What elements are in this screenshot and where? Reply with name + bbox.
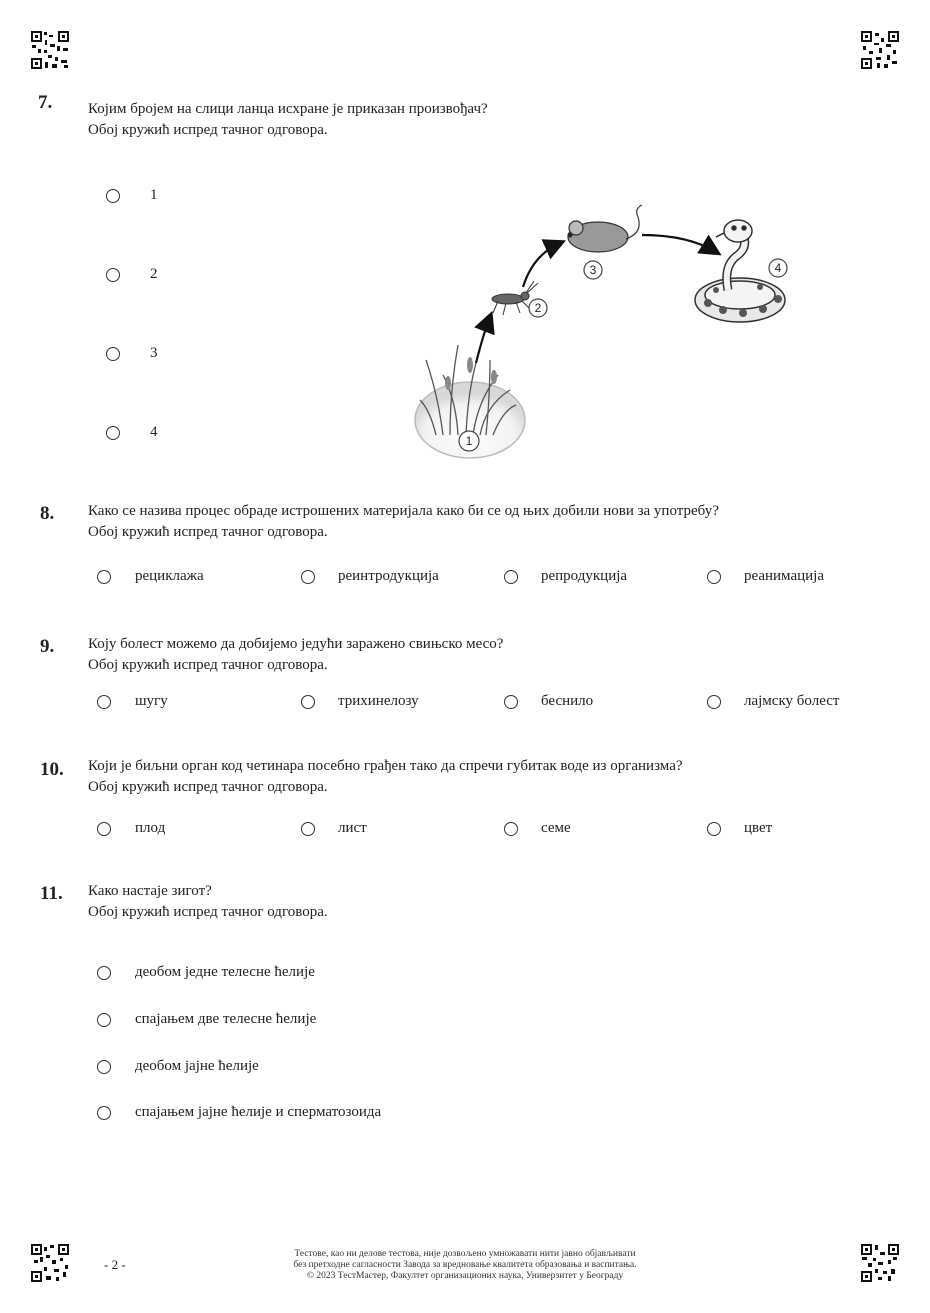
- q11-option-1-radio[interactable]: [97, 966, 111, 980]
- question-8-number: 8.: [40, 503, 55, 524]
- q8-option-1-label: рециклажа: [135, 568, 204, 584]
- question-7-text: Којим бројем на слици ланца исхране је приказан произвођач?: [88, 101, 488, 117]
- q7-option-2-radio[interactable]: [106, 268, 120, 282]
- q9-option-2-radio[interactable]: [301, 695, 315, 709]
- q8-option-4-radio[interactable]: [707, 570, 721, 584]
- figure-label-4: 4: [774, 261, 782, 275]
- question-11-number: 11.: [40, 883, 63, 904]
- q9-option-4-radio[interactable]: [707, 695, 721, 709]
- question-9-instruction: Обој кружић испред тачног одговора.: [88, 657, 328, 673]
- qr-code-bottom-left: [30, 1243, 70, 1283]
- question-7-instruction: Обој кружић испред тачног одговора.: [88, 122, 328, 138]
- q11-option-4-radio[interactable]: [97, 1106, 111, 1120]
- figure-label-1: 1: [465, 434, 473, 448]
- question-10-text: Који је биљни орган код четинара посебно грађен тако да спречи губитак воде из организма?: [88, 758, 683, 774]
- q11-option-3-label: деобом јајне ћелије: [135, 1058, 259, 1074]
- question-10-number: 10.: [40, 759, 64, 780]
- q8-option-3-radio[interactable]: [504, 570, 518, 584]
- q8-option-1-radio[interactable]: [97, 570, 111, 584]
- q11-option-2-label: спајањем две телесне ћелије: [135, 1011, 317, 1027]
- q7-option-1-radio[interactable]: [106, 189, 120, 203]
- q9-option-3-radio[interactable]: [504, 695, 518, 709]
- food-chain-figure: [398, 195, 818, 470]
- copyright-line-3: © 2023 ТестМастер, Факултет организационих наука, Универзитет у Београду: [306, 1271, 624, 1281]
- qr-code-top-right: [860, 30, 900, 70]
- q10-option-4-label: цвет: [744, 820, 773, 836]
- copyright-line-1: Тестове, као ни делове тестова, није дозвољено умножавати нити јавно објављивати: [294, 1249, 636, 1259]
- q7-option-1-label: 1: [150, 187, 158, 203]
- question-11-instruction: Обој кружић испред тачног одговора.: [88, 904, 328, 920]
- question-8-instruction: Обој кружић испред тачног одговора.: [88, 524, 328, 540]
- mouse-illustration: [568, 205, 642, 252]
- q11-option-2-radio[interactable]: [97, 1013, 111, 1027]
- question-7-number: 7.: [38, 92, 53, 113]
- q11-option-1-label: деобом једне телесне ћелије: [135, 964, 315, 980]
- q11-option-3-radio[interactable]: [97, 1060, 111, 1074]
- q8-option-3-label: репродукција: [541, 568, 628, 584]
- q7-option-3-radio[interactable]: [106, 347, 120, 361]
- q10-option-2-radio[interactable]: [301, 822, 315, 836]
- q9-option-1-radio[interactable]: [97, 695, 111, 709]
- q7-option-2-label: 2: [150, 266, 158, 282]
- question-11-text: Како настаје зигот?: [88, 883, 212, 899]
- q10-option-2-label: лист: [338, 820, 367, 836]
- q10-option-3-label: семе: [541, 820, 571, 836]
- question-9-text: Коју болест можемо да добијемо једући заражено свињско месо?: [88, 636, 504, 652]
- question-9-number: 9.: [40, 636, 55, 657]
- figure-label-3: 3: [589, 263, 597, 277]
- q8-option-2-label: реинтродукција: [338, 568, 439, 584]
- qr-code-bottom-right: [860, 1243, 900, 1283]
- question-8-text: Како се назива процес обраде истрошених материјала како би се од њих добили нови за употребу?: [88, 503, 719, 519]
- q10-option-3-radio[interactable]: [504, 822, 518, 836]
- q9-option-3-label: беснило: [541, 693, 594, 709]
- q10-option-1-label: плод: [135, 820, 166, 836]
- page-number: - 2 -: [104, 1257, 126, 1272]
- q10-option-1-radio[interactable]: [97, 822, 111, 836]
- q9-option-2-label: трихинелозу: [338, 693, 419, 709]
- q7-option-4-radio[interactable]: [106, 426, 120, 440]
- copyright-notice: [200, 1249, 730, 1282]
- q8-option-4-label: реанимација: [744, 568, 824, 584]
- figure-label-2: 2: [534, 301, 542, 315]
- qr-code-top-left: [30, 30, 70, 70]
- q10-option-4-radio[interactable]: [707, 822, 721, 836]
- q7-option-3-label: 3: [150, 345, 158, 361]
- q8-option-2-radio[interactable]: [301, 570, 315, 584]
- q9-option-4-label: лајмску болест: [744, 693, 840, 709]
- q7-option-4-label: 4: [150, 424, 158, 440]
- q11-option-4-label: спајањем јајне ћелије и сперматозоида: [135, 1104, 382, 1120]
- copyright-line-2: без претходне сагласности Завода за вредновање квалитета образовања и васпитања.: [293, 1260, 637, 1270]
- q9-option-1-label: шугу: [135, 693, 168, 709]
- question-10-instruction: Обој кружић испред тачног одговора.: [88, 779, 328, 795]
